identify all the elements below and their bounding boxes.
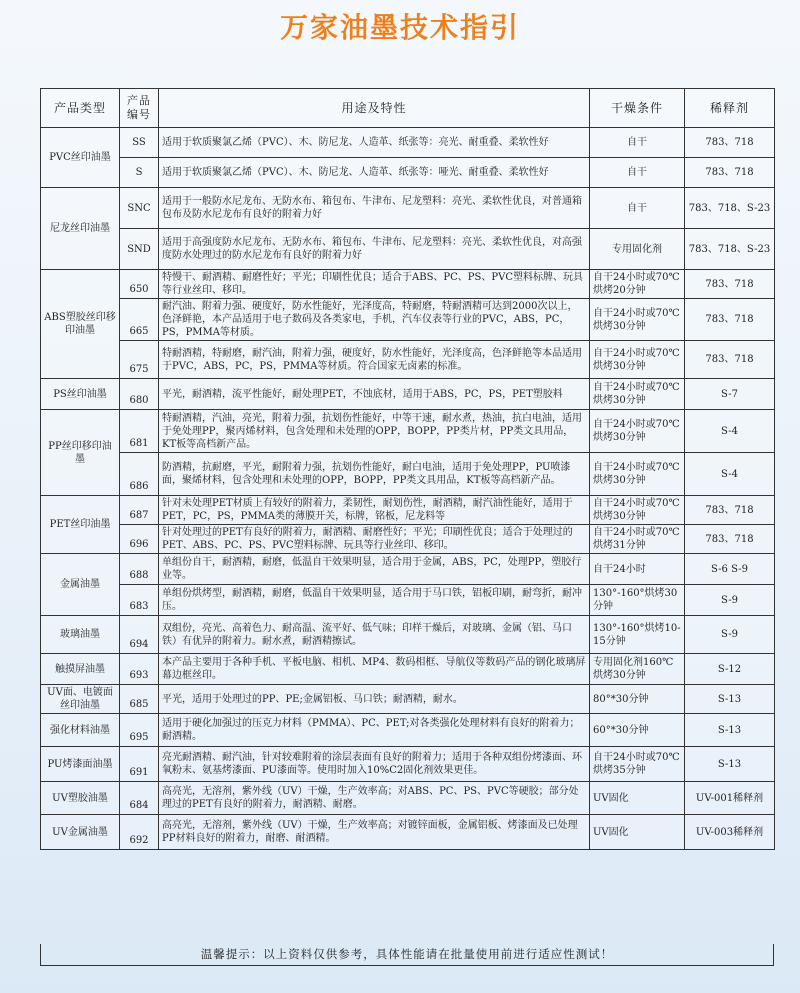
product-code-cell: 687 (120, 496, 159, 525)
thinner-cell: S-12 (685, 654, 775, 685)
drying-cell: 自干 (590, 158, 685, 188)
thinner-cell: S-13 (685, 685, 775, 714)
table-row (41, 714, 775, 747)
drying-cell: 自干24小时或70℃烘烤30分钟 (590, 496, 685, 525)
usage-cell: 本产品主要用于各种手机、平板电脑、相机、MP4、数码相框、导航仪等数码产品的钢化玻璃屏幕边框丝印。 (159, 654, 590, 685)
table-row (41, 128, 775, 158)
usage-cell: 特耐酒精，特耐磨，耐汽油，附着力强，硬度好，防水性能好，光泽度高，色泽鲜艳等本品适用于PVC，ABS，PC，PS，PMMA等材质。符合国家无卤素的标准。 (159, 341, 590, 379)
drying-cell: 自干 (590, 128, 685, 158)
product-code-cell: 695 (120, 714, 159, 747)
product-type-cell: PET丝印油墨 (41, 496, 120, 554)
table-row (41, 554, 775, 585)
drying-cell: 80°*30分钟 (590, 685, 685, 714)
thinner-cell: UV-001稀释剂 (685, 782, 775, 815)
header-row (41, 89, 775, 128)
thinner-cell: 783、718、S-23 (685, 229, 775, 270)
table-row (41, 616, 775, 654)
header-product-type: 产品类型 (41, 89, 120, 128)
usage-cell: 耐汽油、附着力强、硬度好，防水性能好，光泽度高，特耐磨，特耐酒精可达到2000次以上，色泽鲜艳，本产品适用于电子数码及各类家电，手机，汽车仪表等行业的PVC，ABS，PC，PS，PMMA等材质。 (159, 299, 590, 341)
usage-cell: 单组份自干，耐酒精，耐磨，低温自干效果明显，适合用于金属，ABS，PC，处理PP，塑胶行业等。 (159, 554, 590, 585)
thinner-cell: S-9 (685, 585, 775, 616)
drying-cell: 自干24小时或70℃烘烤30分钟 (590, 379, 685, 410)
product-type-cell: PP丝印移印油墨 (41, 410, 120, 496)
table-row (41, 229, 775, 270)
product-code-cell: 665 (120, 299, 159, 341)
thinner-cell: S-7 (685, 379, 775, 410)
thinner-cell: 783、718 (685, 158, 775, 188)
product-code-cell: 696 (120, 525, 159, 554)
thinner-cell: 783、718 (685, 525, 775, 554)
product-code-cell: 680 (120, 379, 159, 410)
drying-cell: 130°-160°烘烤30分钟 (590, 585, 685, 616)
table-row (41, 685, 775, 714)
drying-cell: UV固化 (590, 782, 685, 815)
product-code-cell: 693 (120, 654, 159, 685)
product-type-cell: UV面、电镀面丝印油墨 (41, 685, 120, 714)
product-type-cell: 玻璃油墨 (41, 616, 120, 654)
table-row (41, 747, 775, 782)
table-row (41, 496, 775, 525)
header-thinner: 稀释剂 (685, 89, 775, 128)
product-type-cell: PVC丝印油墨 (41, 128, 120, 188)
product-type-cell: PS丝印油墨 (41, 379, 120, 410)
drying-cell: 自干24小时或70℃烘烤30分钟 (590, 341, 685, 379)
usage-cell: 高亮光，无溶剂，紫外线（UV）干燥，生产效率高；对ABS、PC、PS、PVC等硬胶；部分处理过的PET有良好的附着力，耐酒精、耐磨。 (159, 782, 590, 815)
table-row (41, 379, 775, 410)
thinner-cell: 783、718、S-23 (685, 188, 775, 229)
usage-cell: 防酒精，抗耐磨，平光，耐附着力强，抗划伤性能好，耐白电油，适用于免处理PP，PU喷漆面，聚烯材料，包含处理和未处理的OPP，BOPP，PP类文具用品，KT板等高档新产品。 (159, 453, 590, 496)
thinner-cell: 783、718 (685, 270, 775, 299)
table-row (41, 188, 775, 229)
usage-cell: 适用于软质聚氯乙烯（PVC）、木、防尼龙、人造革、纸张等：亮光、耐重叠、柔软性好 (159, 128, 590, 158)
header-drying: 干燥条件 (590, 89, 685, 128)
drying-cell: 130°-160°烘烤10-15分钟 (590, 616, 685, 654)
product-code-cell: S (120, 158, 159, 188)
thinner-cell: S-4 (685, 453, 775, 496)
usage-cell: 针对未处理PET材质上有较好的附着力，柔韧性，耐划伤性，耐酒精，耐汽油性能好，适用于PET，PC，PS，PMMA类的薄膜开关，标牌，铭板，尼龙料等 (159, 496, 590, 525)
table-row (41, 654, 775, 685)
ink-spec-table (40, 88, 775, 850)
usage-cell: 特慢干、耐酒精、耐磨性好；平光；印刷性优良；适合于ABS、PC、PS、PVC塑料标牌、玩具等行业丝印、移印。 (159, 270, 590, 299)
usage-cell: 亮光耐酒精、耐汽油，针对较难附着的涂层表面有良好的附着力；适用于各种双组份烤漆面、环氧粉末、氨基烤漆面、PU漆面等。使用时加入10%C2固化剂效果更佳。 (159, 747, 590, 782)
usage-cell: 高亮光，无溶剂，紫外线（UV）干燥，生产效率高；对镀锌面板，金属铝板、烤漆面及已处理PP材料良好的附着力，耐磨、耐酒精。 (159, 815, 590, 850)
product-code-cell: 688 (120, 554, 159, 585)
table-row (41, 410, 775, 453)
product-code-cell: SS (120, 128, 159, 158)
product-type-cell: 尼龙丝印油墨 (41, 188, 120, 270)
table-row (41, 585, 775, 616)
table-row (41, 782, 775, 815)
drying-cell: 自干24小时 (590, 554, 685, 585)
usage-cell: 平光，适用于处理过的PP、PE;金属铝板、马口铁；耐酒精，耐水。 (159, 685, 590, 714)
header-product-code: 产品 编号 (120, 89, 159, 128)
table-row (41, 525, 775, 554)
usage-cell: 适用于硬化加强过的压克力材料（PMMA）、PC、PET;对各类强化处理材料有良好的附着力；耐酒精。 (159, 714, 590, 747)
usage-cell: 特耐酒精，汽油，亮光，附着力强，抗划伤性能好，中等干速，耐水煮，热油，抗白电油，适用于免处理PP，聚丙烯材料，包含处理和未处理的OPP，BOPP，PP类片材，PP类文具用品，KT板等高档新产品。 (159, 410, 590, 453)
usage-cell: 针对处理过的PET有良好的附着力，耐酒精、耐磨性好；平光；印刷性优良；适合于处理过的PET、ABS、PC、PS、PVC塑料标牌、玩具等行业丝印、移印。 (159, 525, 590, 554)
drying-cell: 自干24小时或70℃烘烤35分钟 (590, 747, 685, 782)
product-code-cell: 681 (120, 410, 159, 453)
thinner-cell: 783、718 (685, 128, 775, 158)
product-code-cell: 683 (120, 585, 159, 616)
thinner-cell: S-9 (685, 616, 775, 654)
thinner-cell: 783、718 (685, 496, 775, 525)
page-title: 万家油墨技术指引 (279, 11, 520, 44)
drying-cell: 专用固化剂160℃烘烤30分钟 (590, 654, 685, 685)
product-type-cell: UV塑胶油墨 (41, 782, 120, 815)
drying-cell: 自干24小时或70℃烘烤31分钟 (590, 525, 685, 554)
drying-cell: 自干24小时或70℃烘烤30分钟 (590, 453, 685, 496)
table-row (41, 299, 775, 341)
footer-notice: 温馨提示：以上资料仅供参考，具体性能请在批量使用前进行适应性测试！ (40, 944, 774, 966)
usage-cell: 平光，耐酒精，流平性能好，耐处理PET，不蚀底材，适用于ABS，PC，PS，PET塑胶料 (159, 379, 590, 410)
drying-cell: UV固化 (590, 815, 685, 850)
usage-cell: 适用于一般防水尼龙布、无防水布、箱包布、牛津布、尼龙塑料：亮光、柔软性优良，对普通箱包布及防水尼龙布有良好的附着力好 (159, 188, 590, 229)
product-code-cell: 675 (120, 341, 159, 379)
product-code-cell: 684 (120, 782, 159, 815)
usage-cell: 适用于高强度防水尼龙布、无防水布、箱包布、牛津布、尼龙塑料：亮光、柔软性优良，对高强度防水处理过的防水尼龙布有良好的附着力好 (159, 229, 590, 270)
product-code-cell: 692 (120, 815, 159, 850)
product-type-cell: 强化材料油墨 (41, 714, 120, 747)
product-code-cell: 685 (120, 685, 159, 714)
header-usage: 用途及特性 (159, 89, 590, 128)
drying-cell: 专用固化剂 (590, 229, 685, 270)
thinner-cell: S-4 (685, 410, 775, 453)
thinner-cell: 783、718 (685, 341, 775, 379)
thinner-cell: 783、718 (685, 299, 775, 341)
product-type-cell: UV金属油墨 (41, 815, 120, 850)
table-row (41, 158, 775, 188)
table-row (41, 270, 775, 299)
product-type-cell: ABS塑胶丝印移印油墨 (41, 270, 120, 379)
product-type-cell: 金属油墨 (41, 554, 120, 616)
drying-cell: 自干24小时或70℃烘烤30分钟 (590, 299, 685, 341)
product-code-cell: 691 (120, 747, 159, 782)
table-row (41, 453, 775, 496)
product-type-cell: 触摸屏油墨 (41, 654, 120, 685)
thinner-cell: S-6 S-9 (685, 554, 775, 585)
product-code-cell: 686 (120, 453, 159, 496)
drying-cell: 60°*30分钟 (590, 714, 685, 747)
usage-cell: 适用于软质聚氯乙烯（PVC）、木、防尼龙、人造革、纸张等：哑光、耐重叠、柔软性好 (159, 158, 590, 188)
product-code-cell: SNC (120, 188, 159, 229)
usage-cell: 单组份烘烤型，耐酒精，耐磨，低温自干效果明显，适合用于马口铁，铝板印刷，耐弯折，耐冲压。 (159, 585, 590, 616)
product-code-cell: SND (120, 229, 159, 270)
table-row (41, 341, 775, 379)
thinner-cell: S-13 (685, 714, 775, 747)
usage-cell: 双组份，亮光、高着色力、耐高温、流平好、低气味；印样干燥后，对玻璃、金属（铝、马口铁）有优异的附着力。耐水煮，耐酒精擦试。 (159, 616, 590, 654)
product-code-cell: 650 (120, 270, 159, 299)
drying-cell: 自干 (590, 188, 685, 229)
product-type-cell: PU烤漆面油墨 (41, 747, 120, 782)
table-row (41, 815, 775, 850)
drying-cell: 自干24小时或70℃烘烤20分钟 (590, 270, 685, 299)
thinner-cell: S-13 (685, 747, 775, 782)
thinner-cell: UV-003稀释剂 (685, 815, 775, 850)
drying-cell: 自干24小时或70℃烘烤30分钟 (590, 410, 685, 453)
product-code-cell: 694 (120, 616, 159, 654)
